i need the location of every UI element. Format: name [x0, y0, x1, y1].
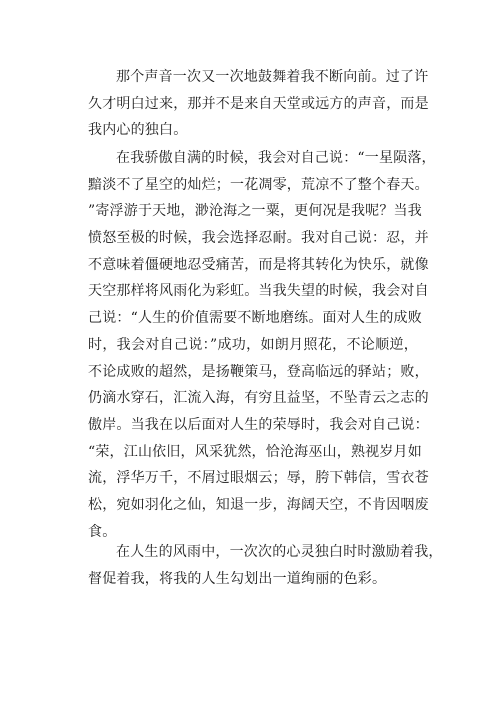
text-line: ”寄浮游于天地，渺沧海之一粟，更何况是我呢？当我	[88, 203, 422, 220]
paragraph-1	[88, 64, 429, 144]
paragraph-2	[88, 145, 436, 545]
text-line: 在人生的风雨中，一次次的心灵独白时时激励着我，	[116, 544, 443, 560]
text-line: 仍滴水穿石，汇流入海，有穷且益坚，不坠青云之志的	[88, 390, 429, 407]
text-line: 不意味着僵硬地忍受痛苦，而是将其转化为快乐，就像	[88, 256, 429, 273]
text-line: 在我骄傲自满的时候，我会对自己说：“一星陨落，	[116, 150, 436, 166]
text-line: 我内心的独白。	[88, 122, 188, 139]
text-line: 食。	[88, 523, 117, 540]
text-line: 流，浮华万千，不屑过眼烟云；辱，胯下韩信，雪衣苍	[88, 470, 429, 487]
text-line: 傲岸。当我在以后面对人生的荣辱时，我会对自己说：	[88, 416, 429, 433]
text-line: 不论成败的超然，是扬鞭策马，登高临远的驿站；败，	[88, 363, 429, 380]
text-line: 那个声音一次又一次地鼓舞着我不断向前。过了许	[116, 69, 429, 85]
text-line: 松，宛如羽化之仙，知退一步，海阔天空，不肯因咽废	[88, 496, 429, 513]
text-line: 天空那样将风雨化为彩虹。当我失望的时候，我会对自	[88, 283, 429, 300]
text-line: “荣，江山依旧，风采犹然，恰沧海巫山，熟视岁月如	[88, 443, 422, 460]
text-line: 督促着我，将我的人生勾划出一道绚丽的色彩。	[88, 570, 387, 587]
text-line: 愤怒至极的时候，我会选择忍耐。我对自己说：忍，并	[88, 230, 429, 247]
text-line: 时，我会对自己说：”成功，如朗月照花，不论顺逆，	[88, 336, 418, 353]
text-line: 黯淡不了星空的灿烂；一花凋零，荒凉不了整个春天。	[88, 176, 429, 193]
paragraph-3	[88, 539, 443, 592]
text-line: 久才明白过来，那并不是来自天堂或远方的声音，而是	[88, 95, 429, 112]
text-line: 己说：“人生的价值需要不断地磨练。面对人生的成败	[88, 310, 422, 327]
